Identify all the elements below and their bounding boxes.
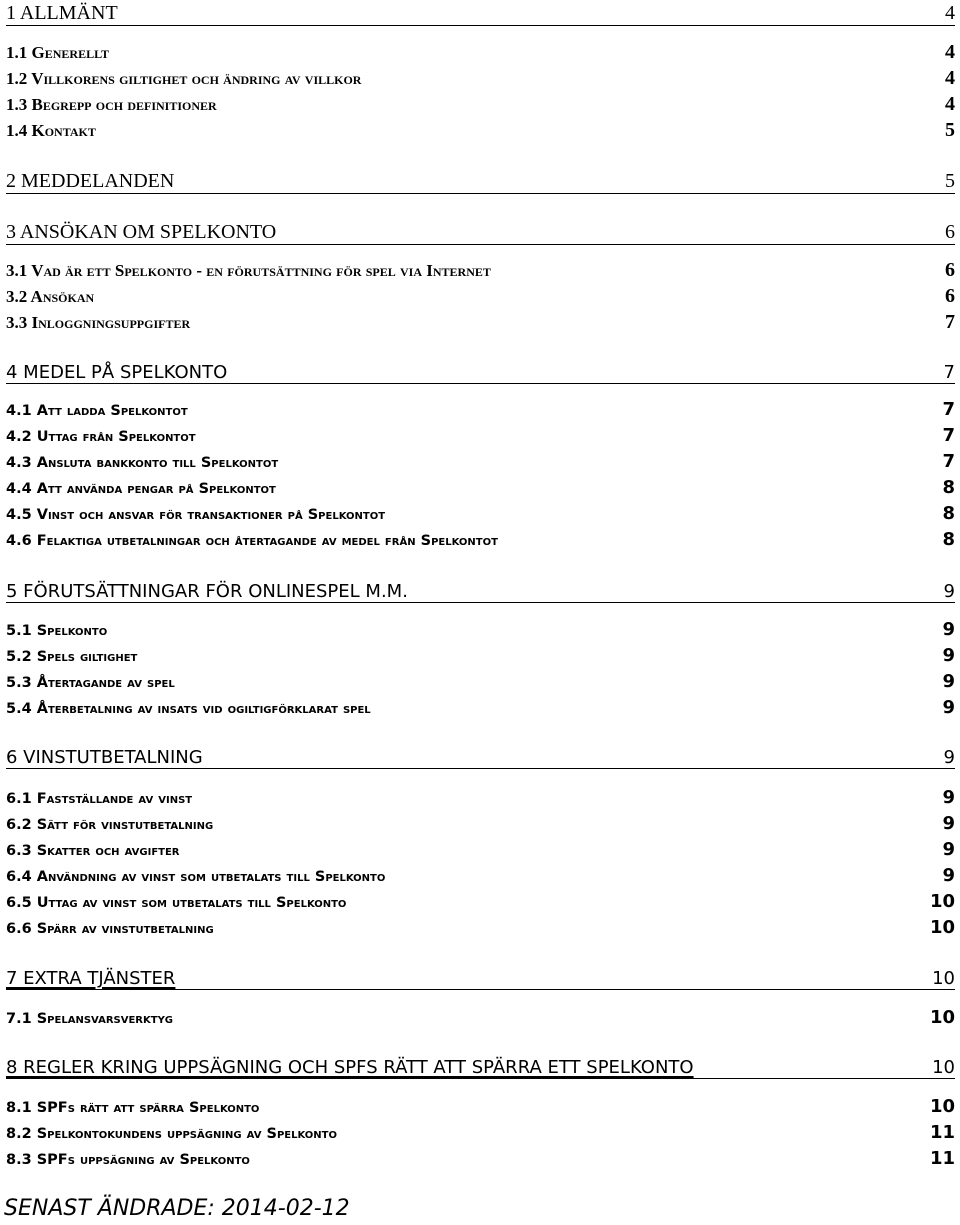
toc-page-number: 7 — [945, 311, 955, 333]
toc-page-number: 10 — [932, 1057, 955, 1078]
toc-page-number: 9 — [942, 839, 955, 860]
toc-section-heading[interactable] — [6, 362, 955, 384]
toc-page-number: 6 — [945, 221, 955, 243]
toc-entry-title: 8.3 SPFs uppsägning av Spelkonto — [6, 1152, 250, 1168]
toc-page-number: 6 — [945, 285, 955, 307]
toc-page-number: 7 — [942, 399, 955, 420]
toc-entry-title: 4.5 Vinst och ansvar för transaktioner på Spelkontot — [6, 507, 386, 523]
toc-page-number: 10 — [932, 968, 955, 989]
toc-entry-title: 5.4 Återbetalning av insats vid ogiltigförklarat spel — [6, 701, 371, 717]
toc-page-number: 4 — [945, 93, 955, 115]
toc-entry-title: 5 FÖRUTSÄTTNINGAR FÖR ONLINESPEL M.M. — [6, 581, 408, 602]
toc-entry-title: 4.6 Felaktiga utbetalningar och återtagande av medel från Spelkontot — [6, 533, 498, 549]
toc-entry-title: 7.1 Spelansvarsverktyg — [6, 1011, 174, 1027]
last-modified-note: SENAST ÄNDRADE: 2014-02-12 — [4, 1196, 350, 1221]
toc-subsection-entry[interactable] — [6, 839, 955, 860]
toc-subsection-entry[interactable] — [6, 425, 955, 446]
toc-entry-title: 4.1 Att ladda Spelkontot — [6, 403, 188, 419]
toc-page-number: 4 — [945, 2, 955, 24]
toc-subsection-entry[interactable] — [6, 697, 955, 718]
toc-subsection-entry[interactable] — [6, 1007, 955, 1028]
toc-entry-title: 6.3 Skatter och avgifter — [6, 843, 180, 859]
toc-section-heading[interactable] — [6, 170, 955, 194]
toc-subsection-entry[interactable] — [6, 311, 955, 334]
toc-entry-title: 5.2 Spels giltighet — [6, 649, 138, 665]
toc-page-number: 11 — [929, 1122, 955, 1143]
toc-section-heading[interactable] — [6, 968, 955, 990]
toc-subsection-entry[interactable] — [6, 1122, 955, 1143]
toc-subsection-entry[interactable] — [6, 671, 955, 692]
toc-entry-title: 2 MEDDELANDEN — [6, 170, 175, 192]
toc-subsection-entry[interactable] — [6, 67, 955, 90]
toc-page-number: 4 — [945, 67, 955, 89]
toc-page-number: 9 — [943, 747, 955, 768]
toc-entry-title: 1.1 Generellt — [6, 43, 109, 62]
toc-page-number: 9 — [942, 645, 955, 666]
toc-page-number: 7 — [942, 425, 955, 446]
toc-subsection-entry[interactable] — [6, 503, 955, 524]
toc-page-number: 8 — [942, 503, 955, 524]
toc-entry-title: 6.5 Uttag av vinst som utbetalats till Spelkonto — [6, 895, 347, 911]
toc-section-heading[interactable] — [6, 2, 955, 26]
toc-page-number: 9 — [943, 581, 955, 602]
toc-page-number: 10 — [929, 1007, 955, 1028]
toc-subsection-entry[interactable] — [6, 1148, 955, 1169]
toc-page-number: 7 — [943, 362, 955, 383]
toc-subsection-entry[interactable] — [6, 259, 955, 282]
toc-page-number: 11 — [929, 1148, 955, 1169]
toc-page-number: 10 — [929, 917, 955, 938]
toc-page-number: 5 — [945, 170, 955, 192]
toc-page-number: 9 — [942, 697, 955, 718]
toc-entry-title: 6.4 Användning av vinst som utbetalats till Spelkonto — [6, 869, 386, 885]
toc-entry-title: 1.3 Begrepp och definitioner — [6, 95, 217, 114]
toc-entry-title: 8.2 Spelkontokundens uppsägning av Spelkonto — [6, 1126, 337, 1142]
toc-entry-title: 3.2 Ansökan — [6, 287, 95, 306]
toc-page-number: 8 — [942, 477, 955, 498]
toc-subsection-entry[interactable] — [6, 285, 955, 308]
toc-subsection-entry[interactable] — [6, 93, 955, 116]
toc-entry-title: 4.4 Att använda pengar på Spelkontot — [6, 481, 276, 497]
toc-entry-title: 1.2 Villkorens giltighet och ändring av villkor — [6, 69, 362, 88]
toc-entry-title: 5.1 Spelkonto — [6, 623, 108, 639]
toc-subsection-entry[interactable] — [6, 645, 955, 666]
toc-entry-title: 5.3 Återtagande av spel — [6, 675, 175, 691]
toc-entry-title: 4.3 Ansluta bankkonto till Spelkontot — [6, 455, 279, 471]
toc-entry-title: 6.6 Spärr av vinstutbetalning — [6, 921, 214, 937]
toc-entry-title: 1 ALLMÄNT — [6, 2, 118, 24]
toc-entry-title: 6.2 Sätt för vinstutbetalning — [6, 817, 214, 833]
toc-section-heading[interactable] — [6, 1057, 955, 1079]
toc-page-number: 9 — [942, 865, 955, 886]
toc-entry-title: 7 EXTRA TJÄNSTER — [6, 968, 176, 989]
toc-page-number: 7 — [942, 451, 955, 472]
toc-subsection-entry[interactable] — [6, 451, 955, 472]
toc-subsection-entry[interactable] — [6, 917, 955, 938]
toc-entry-title: 6 VINSTUTBETALNING — [6, 747, 203, 768]
toc-subsection-entry[interactable] — [6, 477, 955, 498]
toc-entry-title: 3 ANSÖKAN OM SPELKONTO — [6, 221, 277, 243]
toc-page-number: 8 — [942, 529, 955, 550]
toc-section-heading[interactable] — [6, 221, 955, 245]
toc-page-number: 10 — [929, 1096, 955, 1117]
toc-page-number: 10 — [929, 891, 955, 912]
toc-entry-title: 4.2 Uttag från Spelkontot — [6, 429, 196, 445]
toc-subsection-entry[interactable] — [6, 529, 955, 550]
toc-entry-title: 1.4 Kontakt — [6, 121, 96, 140]
toc-entry-title: 4 MEDEL PÅ SPELKONTO — [6, 362, 228, 383]
toc-section-heading[interactable] — [6, 747, 955, 769]
toc-subsection-entry[interactable] — [6, 891, 955, 912]
toc-page-number: 9 — [942, 813, 955, 834]
toc-subsection-entry[interactable] — [6, 119, 955, 142]
toc-subsection-entry[interactable] — [6, 1096, 955, 1117]
toc-entry-title: 8.1 SPFs rätt att spärra Spelkonto — [6, 1100, 260, 1116]
toc-subsection-entry[interactable] — [6, 41, 955, 64]
toc-subsection-entry[interactable] — [6, 787, 955, 808]
toc-page-number: 5 — [945, 119, 955, 141]
toc-page-number: 6 — [945, 259, 955, 281]
toc-entry-title: 6.1 Fastställande av vinst — [6, 791, 193, 807]
toc-subsection-entry[interactable] — [6, 399, 955, 420]
toc-entry-title: 3.1 Vad är ett Spelkonto - en förutsättning för spel via Internet — [6, 261, 491, 280]
toc-page-number: 9 — [942, 671, 955, 692]
toc-entry-title: 8 REGLER KRING UPPSÄGNING OCH SPFS RÄTT ATT SPÄRRA ETT SPELKONTO — [6, 1057, 694, 1078]
toc-subsection-entry[interactable] — [6, 813, 955, 834]
toc-entry-title: 3.3 Inloggningsuppgifter — [6, 313, 191, 332]
toc-page-number: 9 — [942, 619, 955, 640]
toc-page-number: 9 — [942, 787, 955, 808]
toc-page-number: 4 — [945, 41, 955, 63]
toc-section-heading[interactable] — [6, 581, 955, 603]
toc-subsection-entry[interactable] — [6, 619, 955, 640]
toc-subsection-entry[interactable] — [6, 865, 955, 886]
